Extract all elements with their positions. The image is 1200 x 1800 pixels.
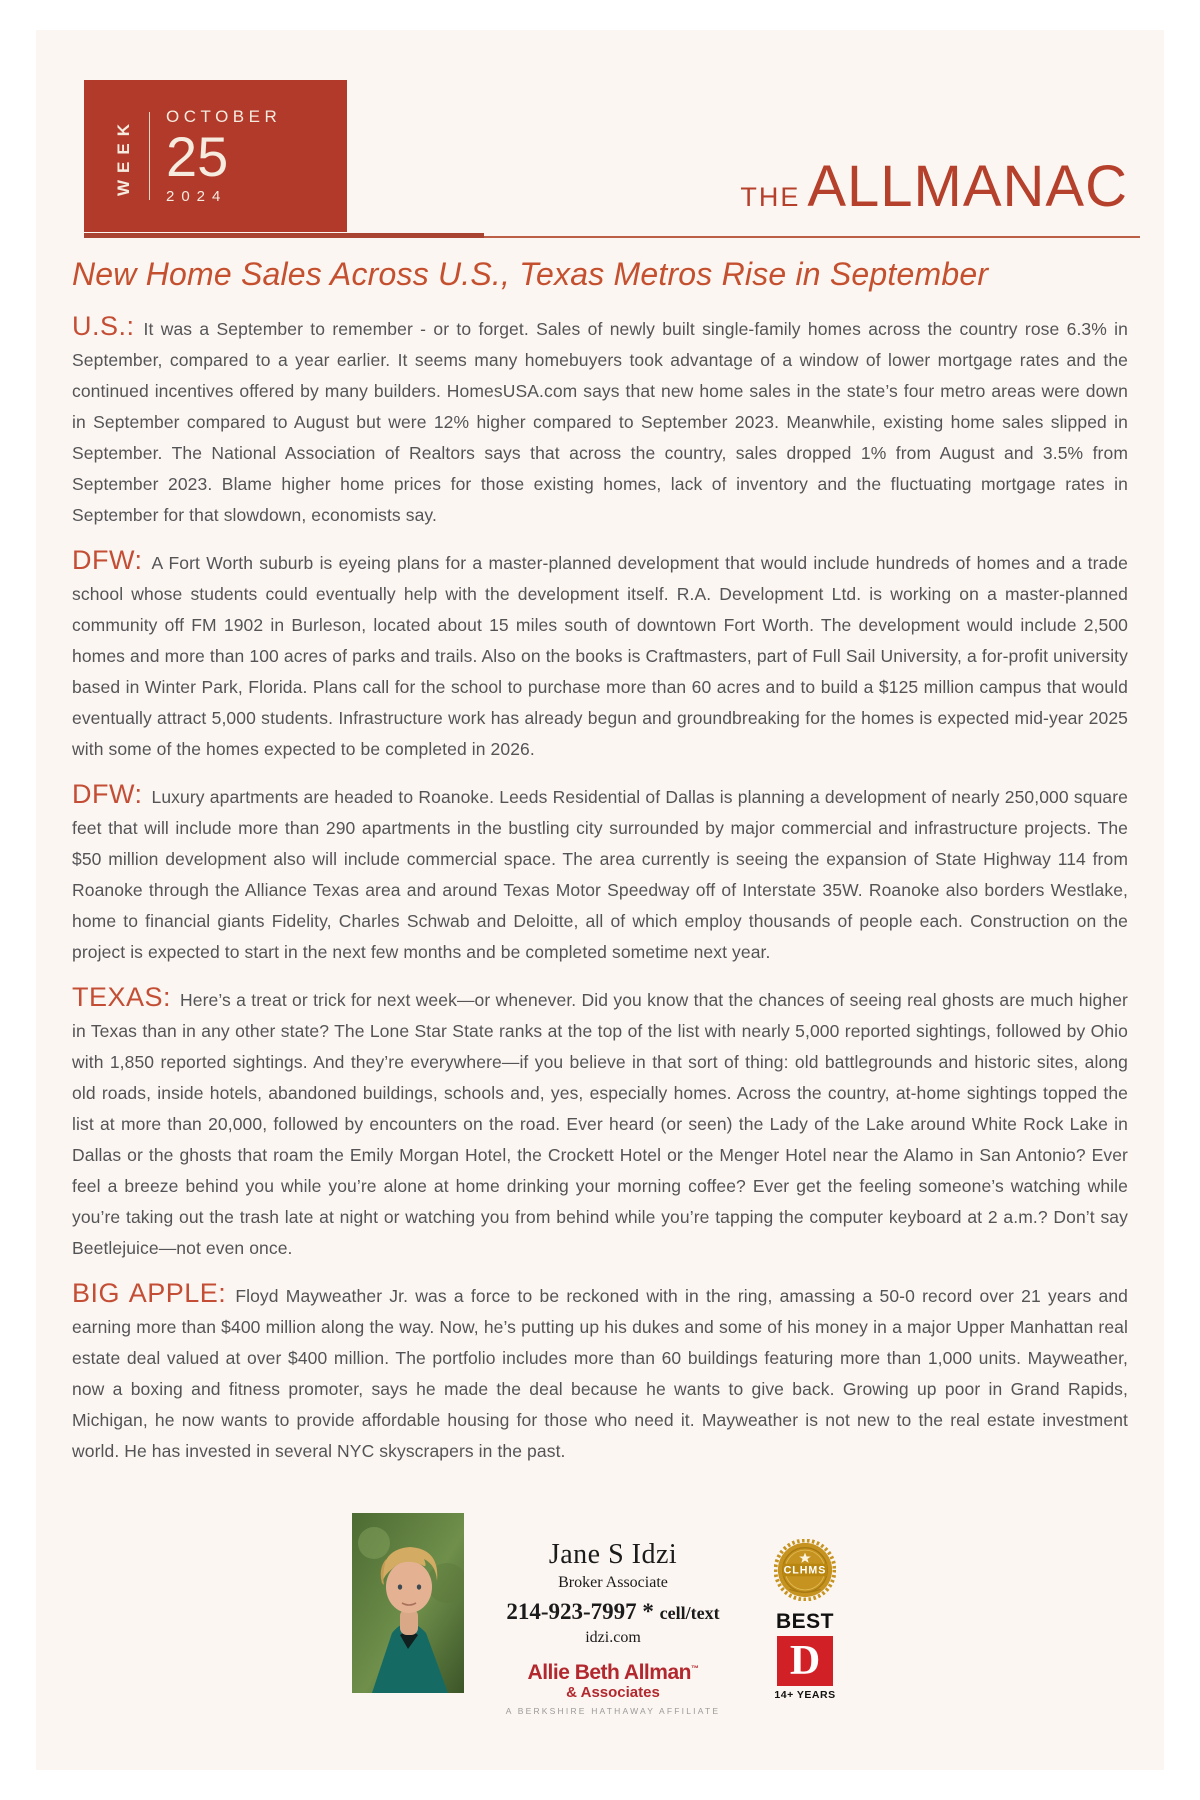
section-dfw-1 bbox=[72, 545, 1128, 765]
brand-the: THE bbox=[740, 182, 801, 212]
week-divider bbox=[149, 112, 150, 200]
brand-title: ALLMANAC bbox=[807, 154, 1128, 219]
section-label-dfw-1: DFW: bbox=[72, 545, 143, 575]
header-rule bbox=[84, 233, 1140, 239]
section-label-big-apple: BIG APPLE: bbox=[72, 1278, 227, 1308]
newsletter-page bbox=[36, 30, 1164, 1770]
brokerage-name-text: Allie Beth Allman bbox=[527, 1661, 691, 1684]
section-text-big-apple: Floyd Mayweather Jr. was a force to be reckoned with in the ring, amassing a 50-0 record over 21 years and earning more than $400 million along the way. Now, he’s putting up his dukes and some of his money in a major Upper Manhattan real estate deal valued at over $400 million. The portfolio includes more than 60 buildings featuring more than 1,000 units. Mayweather, now a boxing and fitness promoter, says he made the deal because he wants to give back. Growing up poor in Grand Rapids, Michigan, he now wants to provide affordable housing for those who need it. Mayweather is not new to the real estate investment world. He has invested in several NYC skyscrapers in the past. bbox=[72, 1286, 1128, 1461]
year-label: 2024 bbox=[166, 187, 228, 205]
best-d-badge bbox=[774, 1610, 835, 1701]
section-text-dfw-2: Luxury apartments are headed to Roanoke. Leeds Residential of Dallas is planning a development of nearly 250,000 square feet that will include more than 290 apartments in the bustling city surrounded by major commercial and infrastructure projects. The $50 million development also will include commercial space. The area currently is seeing the expansion of State Highway 114 from Roanoke through the Alliance Texas area and around Texas Motor Speedway off of Interstate 35W. Roanoke also borders Westlake, home to financial giants Fidelity, Charles Schwab and Deloitte, all of which employ thousands of people each. Construction on the project is expected to start in the next few months and be completed sometime next year. bbox=[72, 787, 1128, 962]
section-label-us: U.S.: bbox=[72, 311, 135, 341]
section-texas bbox=[72, 982, 1128, 1264]
article bbox=[72, 311, 1128, 1467]
footer bbox=[72, 1513, 1128, 1716]
section-label-texas: TEXAS: bbox=[72, 982, 172, 1012]
section-dfw-2 bbox=[72, 779, 1128, 968]
phone-star: * bbox=[642, 1599, 654, 1624]
header-rule-thick bbox=[84, 233, 484, 238]
years-label: 14+ YEARS bbox=[774, 1689, 836, 1701]
d-mark: D bbox=[777, 1636, 833, 1686]
agent-website-link[interactable]: idzi.com bbox=[585, 1629, 641, 1646]
section-text-dfw-1: A Fort Worth suburb is eyeing plans for a master-planned development that would include hundreds of homes and a trade school whose students could eventually help with the development itself. R.A. Development Ltd. is working on a master-planned community off FM 1902 in Burleson, located about 15 miles south of downtown Fort Worth. The development would include 2,500 homes and more than 100 acres of parks and trails. Also on the books is Craftmasters, part of Full Sail University, a for-profit university based in Winter Park, Florida. Plans call for the school to purchase more than 60 acres and to build a $125 million campus that would eventually attract 5,000 students. Infrastructure work has already begun and groundbreaking for the homes is expected mid-year 2025 with some of the homes expected to be completed in 2026. bbox=[72, 553, 1128, 759]
week-date-box bbox=[84, 80, 347, 232]
badges bbox=[762, 1513, 848, 1701]
section-label-dfw-2: DFW: bbox=[72, 779, 143, 809]
clhms-badge-text: CLHMS bbox=[783, 1564, 827, 1577]
brokerage-logo bbox=[493, 1662, 733, 1716]
week-label: WEEK bbox=[114, 116, 133, 196]
brokerage-tm: ™ bbox=[690, 1664, 699, 1673]
day-number: 25 bbox=[166, 125, 229, 189]
agent-photo bbox=[352, 1513, 464, 1693]
clhms-seal-icon bbox=[774, 1539, 836, 1601]
agent-phone bbox=[493, 1599, 733, 1625]
phone-number: 214-923-7997 bbox=[506, 1599, 637, 1624]
brokerage-name bbox=[493, 1662, 733, 1683]
brokerage-tagline: A BERKSHIRE HATHAWAY AFFILIATE bbox=[505, 1706, 721, 1716]
agent-card bbox=[493, 1513, 733, 1716]
phone-note: cell/text bbox=[659, 1603, 720, 1623]
masthead bbox=[72, 80, 1128, 232]
headline: New Home Sales Across U.S., Texas Metros Rise in September bbox=[72, 256, 989, 292]
brand bbox=[740, 154, 1128, 232]
section-us bbox=[72, 311, 1128, 531]
agent-title: Broker Associate bbox=[558, 1574, 668, 1591]
section-big-apple bbox=[72, 1278, 1128, 1467]
month-label: OCTOBER bbox=[166, 107, 282, 127]
agent-name: Jane S Idzi bbox=[548, 1539, 678, 1570]
section-text-us: It was a September to remember - or to forget. Sales of newly built single-family homes across the country rose 6.3% in September, compared to a year earlier. It seems many homebuyers took advantage of a window of lower mortgage rates and the continued incentives offered by many builders. HomesUSA.com says that new home sales in the state’s four metro areas were down in September compared to August but were 12% higher compared to September 2023. Meanwhile, existing home sales slipped in September. The National Association of Realtors says that across the country, sales dropped 1% from August and 3.5% from September 2023. Blame higher home prices for those existing homes, lack of inventory and the fluctuating mortgage rates in September for that slowdown, economists say. bbox=[72, 319, 1128, 525]
brokerage-associates: & Associates bbox=[566, 1684, 660, 1701]
section-text-texas: Here’s a treat or trick for next week—or whenever. Did you know that the chances of seeing real ghosts are much higher in Texas than in any other state? The Lone Star State ranks at the top of the list with nearly 5,000 reported sightings, followed by Ohio with 1,850 reported sightings. And they’re everywhere—if you believe in that sort of thing: old battlegrounds and historic sites, along old roads, inside hotels, abandoned buildings, schools and, yes, especially homes. Across the country, at-home sightings topped the list at more than 20,000, followed by encounters on the road. Ever heard (or seen) the Lady of the Lake around White Rock Lake in Dallas or the ghosts that roam the Emily Morgan Hotel, the Crockett Hotel or the Menger Hotel near the Alamo in San Antonio? Ever feel a breeze behind you while you’re alone at home drinking your morning coffee? Ever get the feeling someone’s watching while you’re taking out the trash late at night or watching you from behind while you’re tapping the computer keyboard at 2 a.m.? Don’t say Beetlejuice—not even once. bbox=[72, 990, 1128, 1258]
best-label: BEST bbox=[775, 1610, 834, 1633]
date-column bbox=[166, 107, 281, 204]
